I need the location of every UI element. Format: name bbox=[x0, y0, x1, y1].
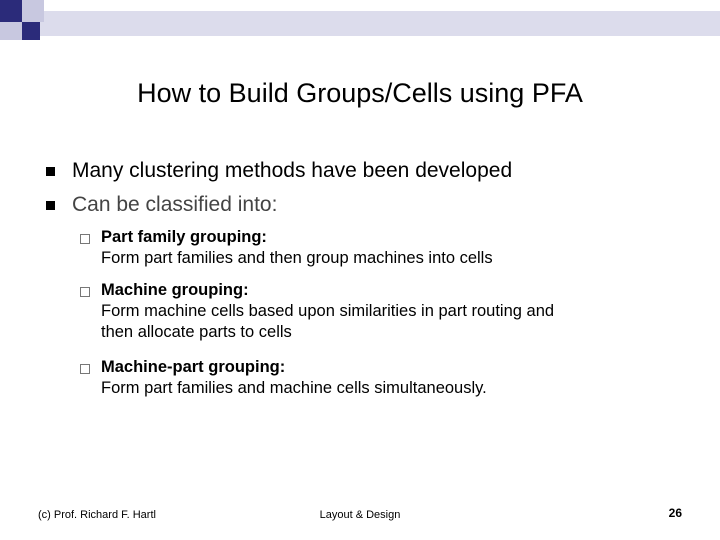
sub-bullet-body-3: Form part families and machine cells simultaneously. bbox=[101, 379, 487, 397]
checkbox-outline-icon bbox=[80, 364, 90, 374]
sub-bullet-heading-2: Machine grouping: bbox=[101, 281, 249, 299]
bullet-item-2 bbox=[46, 191, 277, 219]
bullet-text-1: Many clustering methods have been developed bbox=[72, 159, 513, 182]
footer-author: (c) Prof. Richard F. Hartl bbox=[38, 509, 156, 521]
checkbox-outline-icon bbox=[80, 234, 90, 244]
footer-center: Layout & Design bbox=[319, 509, 401, 521]
page-number: 26 bbox=[668, 506, 682, 520]
sub-bullet-1 bbox=[80, 227, 493, 269]
slide-title: How to Build Groups/Cells using PFA bbox=[137, 78, 583, 108]
deco-square-navy-small bbox=[22, 22, 40, 40]
bullet-item-1 bbox=[46, 157, 512, 185]
header-band bbox=[40, 11, 720, 36]
sub-bullet-body-2b: then allocate parts to cells bbox=[101, 323, 292, 341]
sub-bullet-heading-3: Machine-part grouping: bbox=[101, 358, 286, 376]
header-decoration bbox=[0, 0, 720, 48]
sub-bullet-body-1: Form part families and then group machines into cells bbox=[101, 249, 493, 267]
sub-bullet-2 bbox=[80, 280, 554, 343]
checkbox-outline-icon bbox=[80, 287, 90, 297]
deco-square-light-small bbox=[0, 22, 22, 40]
square-bullet-icon bbox=[46, 201, 55, 210]
bullet-text-2: Can be classified into: bbox=[72, 193, 278, 216]
sub-bullet-body-2a: Form machine cells based upon similarities in part routing and bbox=[101, 302, 555, 320]
deco-square-light bbox=[22, 0, 44, 22]
sub-bullet-3 bbox=[80, 357, 487, 399]
deco-square-navy-large bbox=[0, 0, 22, 22]
sub-bullet-heading-1: Part family grouping: bbox=[101, 228, 267, 246]
square-bullet-icon bbox=[46, 167, 55, 176]
